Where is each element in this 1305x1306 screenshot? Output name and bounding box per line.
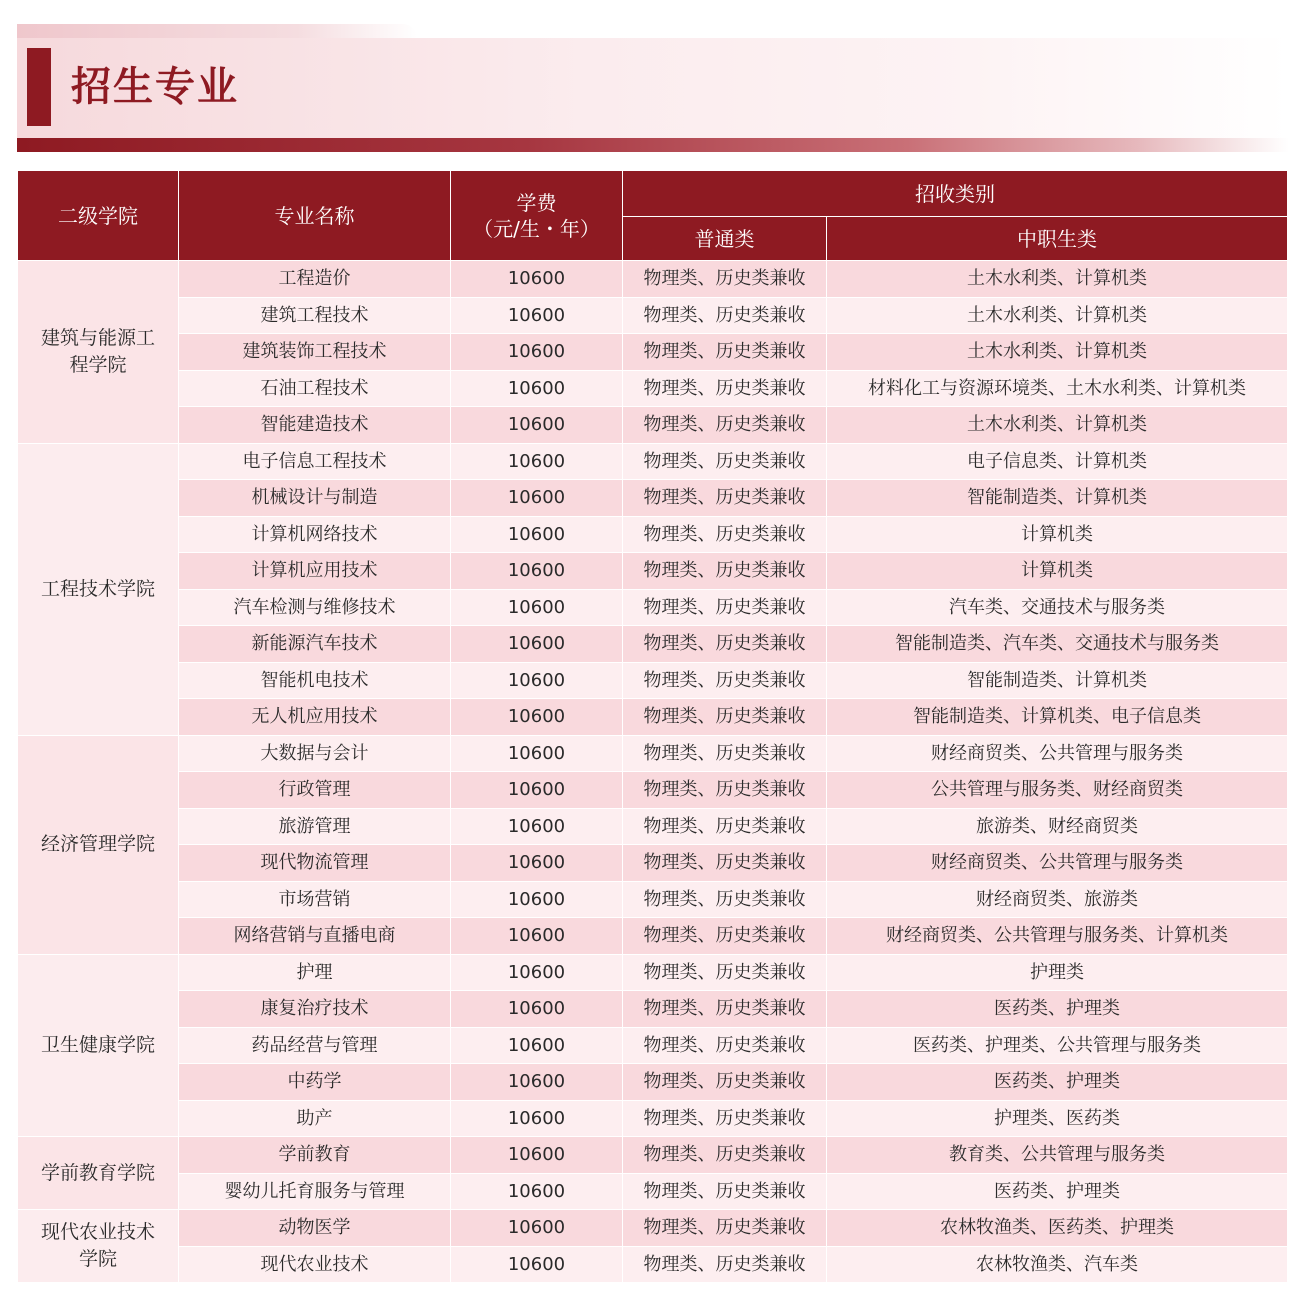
general-category-cell: 物理类、历史类兼收 — [623, 1027, 827, 1064]
header-fee-line1: 学费 — [516, 190, 557, 215]
major-cell: 现代物流管理 — [179, 845, 451, 882]
general-category-cell: 物理类、历史类兼收 — [623, 808, 827, 845]
general-category-cell: 物理类、历史类兼收 — [623, 1137, 827, 1174]
table-row — [18, 991, 1288, 1028]
college-cell — [18, 1137, 179, 1210]
fee-cell: 10600 — [451, 370, 623, 407]
general-category-cell: 物理类、历史类兼收 — [623, 1210, 827, 1247]
header-category: 招收类别 — [623, 171, 1288, 217]
vocational-category-cell: 计算机类 — [827, 553, 1288, 590]
table-row — [18, 1137, 1288, 1174]
vocational-category-cell: 公共管理与服务类、财经商贸类 — [827, 772, 1288, 809]
major-cell: 护理 — [179, 954, 451, 991]
major-cell: 网络营销与直播电商 — [179, 918, 451, 955]
major-cell: 旅游管理 — [179, 808, 451, 845]
vocational-category-cell: 护理类 — [827, 954, 1288, 991]
table-body — [18, 261, 1288, 1283]
table-row — [18, 626, 1288, 663]
general-category-cell: 物理类、历史类兼收 — [623, 1246, 827, 1283]
major-cell: 建筑装饰工程技术 — [179, 334, 451, 371]
table-row — [18, 553, 1288, 590]
fee-cell: 10600 — [451, 699, 623, 736]
table-row — [18, 881, 1288, 918]
major-cell: 大数据与会计 — [179, 735, 451, 772]
general-category-cell: 物理类、历史类兼收 — [623, 626, 827, 663]
table-row — [18, 845, 1288, 882]
fee-cell: 10600 — [451, 845, 623, 882]
major-cell: 市场营销 — [179, 881, 451, 918]
major-cell: 计算机网络技术 — [179, 516, 451, 553]
major-cell: 新能源汽车技术 — [179, 626, 451, 663]
major-cell: 建筑工程技术 — [179, 297, 451, 334]
table-row — [18, 772, 1288, 809]
major-cell: 康复治疗技术 — [179, 991, 451, 1028]
banner-top-tab — [17, 24, 417, 38]
general-category-cell: 物理类、历史类兼收 — [623, 918, 827, 955]
header-major: 专业名称 — [179, 171, 451, 261]
major-cell: 婴幼儿托育服务与管理 — [179, 1173, 451, 1210]
general-category-cell: 物理类、历史类兼收 — [623, 954, 827, 991]
major-cell: 动物医学 — [179, 1210, 451, 1247]
table-header — [18, 171, 1288, 261]
fee-cell: 10600 — [451, 1137, 623, 1174]
fee-cell: 10600 — [451, 881, 623, 918]
table-row — [18, 334, 1288, 371]
general-category-cell: 物理类、历史类兼收 — [623, 407, 827, 444]
fee-cell: 10600 — [451, 516, 623, 553]
college-cell — [18, 443, 179, 735]
table-row — [18, 1210, 1288, 1247]
table-row — [18, 954, 1288, 991]
major-cell: 机械设计与制造 — [179, 480, 451, 517]
general-category-cell: 物理类、历史类兼收 — [623, 735, 827, 772]
fee-cell: 10600 — [451, 1210, 623, 1247]
vocational-category-cell: 土木水利类、计算机类 — [827, 334, 1288, 371]
fee-cell: 10600 — [451, 443, 623, 480]
college-name: 工程技术学院 — [40, 577, 155, 600]
fee-cell: 10600 — [451, 1027, 623, 1064]
table-row — [18, 443, 1288, 480]
table-row — [18, 1246, 1288, 1283]
fee-cell: 10600 — [451, 662, 623, 699]
fee-cell: 10600 — [451, 1246, 623, 1283]
vocational-category-cell: 电子信息类、计算机类 — [827, 443, 1288, 480]
header-general: 普通类 — [623, 217, 827, 261]
fee-cell: 10600 — [451, 589, 623, 626]
table-row — [18, 1173, 1288, 1210]
section-banner — [17, 24, 1289, 152]
general-category-cell: 物理类、历史类兼收 — [623, 845, 827, 882]
vocational-category-cell: 农林牧渔类、汽车类 — [827, 1246, 1288, 1283]
fee-cell: 10600 — [451, 1064, 623, 1101]
general-category-cell: 物理类、历史类兼收 — [623, 370, 827, 407]
college-name: 现代农业技术学院 — [40, 1221, 155, 1270]
college-name: 经济管理学院 — [40, 833, 155, 855]
fee-cell: 10600 — [451, 407, 623, 444]
fee-cell: 10600 — [451, 808, 623, 845]
fee-cell: 10600 — [451, 735, 623, 772]
vocational-category-cell: 医药类、护理类 — [827, 991, 1288, 1028]
vocational-category-cell: 财经商贸类、公共管理与服务类 — [827, 735, 1288, 772]
vocational-category-cell: 土木水利类、计算机类 — [827, 297, 1288, 334]
table-row — [18, 297, 1288, 334]
major-cell: 药品经营与管理 — [179, 1027, 451, 1064]
general-category-cell: 物理类、历史类兼收 — [623, 1173, 827, 1210]
college-cell — [18, 1210, 179, 1283]
table-row — [18, 1027, 1288, 1064]
college-cell — [18, 735, 179, 954]
fee-cell: 10600 — [451, 480, 623, 517]
general-category-cell: 物理类、历史类兼收 — [623, 261, 827, 298]
vocational-category-cell: 财经商贸类、公共管理与服务类、计算机类 — [827, 918, 1288, 955]
vocational-category-cell: 智能制造类、计算机类、电子信息类 — [827, 699, 1288, 736]
general-category-cell: 物理类、历史类兼收 — [623, 589, 827, 626]
majors-table — [17, 170, 1288, 1283]
major-cell: 智能建造技术 — [179, 407, 451, 444]
vocational-category-cell: 智能制造类、汽车类、交通技术与服务类 — [827, 626, 1288, 663]
header-college: 二级学院 — [18, 171, 179, 261]
table-row — [18, 1100, 1288, 1137]
general-category-cell: 物理类、历史类兼收 — [623, 662, 827, 699]
header-fee-line2: （元/生・年） — [473, 216, 600, 241]
vocational-category-cell: 土木水利类、计算机类 — [827, 261, 1288, 298]
fee-cell: 10600 — [451, 334, 623, 371]
major-cell: 电子信息工程技术 — [179, 443, 451, 480]
table-row — [18, 261, 1288, 298]
header-vocational: 中职生类 — [827, 217, 1288, 261]
general-category-cell: 物理类、历史类兼收 — [623, 881, 827, 918]
major-cell: 无人机应用技术 — [179, 699, 451, 736]
major-cell: 工程造价 — [179, 261, 451, 298]
table-row — [18, 589, 1288, 626]
fee-cell: 10600 — [451, 991, 623, 1028]
major-cell: 现代农业技术 — [179, 1246, 451, 1283]
table-row — [18, 918, 1288, 955]
vocational-category-cell: 护理类、医药类 — [827, 1100, 1288, 1137]
page-title: 招生专业 — [71, 64, 239, 110]
table-row — [18, 662, 1288, 699]
banner-underline — [17, 138, 1289, 152]
general-category-cell: 物理类、历史类兼收 — [623, 699, 827, 736]
vocational-category-cell: 医药类、护理类 — [827, 1173, 1288, 1210]
college-name: 学前教育学院 — [40, 1161, 155, 1184]
major-cell: 智能机电技术 — [179, 662, 451, 699]
vocational-category-cell: 医药类、护理类、公共管理与服务类 — [827, 1027, 1288, 1064]
major-cell: 行政管理 — [179, 772, 451, 809]
general-category-cell: 物理类、历史类兼收 — [623, 480, 827, 517]
general-category-cell: 物理类、历史类兼收 — [623, 516, 827, 553]
fee-cell: 10600 — [451, 553, 623, 590]
vocational-category-cell: 汽车类、交通技术与服务类 — [827, 589, 1288, 626]
general-category-cell: 物理类、历史类兼收 — [623, 334, 827, 371]
table-row — [18, 808, 1288, 845]
table-row — [18, 699, 1288, 736]
general-category-cell: 物理类、历史类兼收 — [623, 443, 827, 480]
header-fee — [451, 171, 623, 261]
vocational-category-cell: 旅游类、财经商贸类 — [827, 808, 1288, 845]
table-row — [18, 516, 1288, 553]
vocational-category-cell: 财经商贸类、公共管理与服务类 — [827, 845, 1288, 882]
fee-cell: 10600 — [451, 954, 623, 991]
vocational-category-cell: 农林牧渔类、医药类、护理类 — [827, 1210, 1288, 1247]
general-category-cell: 物理类、历史类兼收 — [623, 772, 827, 809]
vocational-category-cell: 教育类、公共管理与服务类 — [827, 1137, 1288, 1174]
fee-cell: 10600 — [451, 918, 623, 955]
vocational-category-cell: 土木水利类、计算机类 — [827, 407, 1288, 444]
vocational-category-cell: 智能制造类、计算机类 — [827, 662, 1288, 699]
college-cell — [18, 954, 179, 1137]
table-row — [18, 480, 1288, 517]
major-cell: 计算机应用技术 — [179, 553, 451, 590]
major-cell: 汽车检测与维修技术 — [179, 589, 451, 626]
table-row — [18, 407, 1288, 444]
vocational-category-cell: 财经商贸类、旅游类 — [827, 881, 1288, 918]
vocational-category-cell: 智能制造类、计算机类 — [827, 480, 1288, 517]
general-category-cell: 物理类、历史类兼收 — [623, 297, 827, 334]
general-category-cell: 物理类、历史类兼收 — [623, 991, 827, 1028]
general-category-cell: 物理类、历史类兼收 — [623, 553, 827, 590]
vocational-category-cell: 计算机类 — [827, 516, 1288, 553]
table-row — [18, 1064, 1288, 1101]
major-cell: 助产 — [179, 1100, 451, 1137]
banner-accent-bar — [27, 48, 51, 126]
table-row — [18, 735, 1288, 772]
table-row — [18, 370, 1288, 407]
general-category-cell: 物理类、历史类兼收 — [623, 1100, 827, 1137]
fee-cell: 10600 — [451, 297, 623, 334]
college-name: 建筑与能源工程学院 — [40, 326, 155, 376]
major-cell: 石油工程技术 — [179, 370, 451, 407]
fee-cell: 10600 — [451, 772, 623, 809]
major-cell: 学前教育 — [179, 1137, 451, 1174]
college-cell — [18, 261, 179, 444]
fee-cell: 10600 — [451, 1100, 623, 1137]
vocational-category-cell: 材料化工与资源环境类、土木水利类、计算机类 — [827, 370, 1288, 407]
vocational-category-cell: 医药类、护理类 — [827, 1064, 1288, 1101]
college-name: 卫生健康学院 — [40, 1033, 155, 1056]
fee-cell: 10600 — [451, 626, 623, 663]
major-cell: 中药学 — [179, 1064, 451, 1101]
fee-cell: 10600 — [451, 1173, 623, 1210]
general-category-cell: 物理类、历史类兼收 — [623, 1064, 827, 1101]
fee-cell: 10600 — [451, 261, 623, 298]
